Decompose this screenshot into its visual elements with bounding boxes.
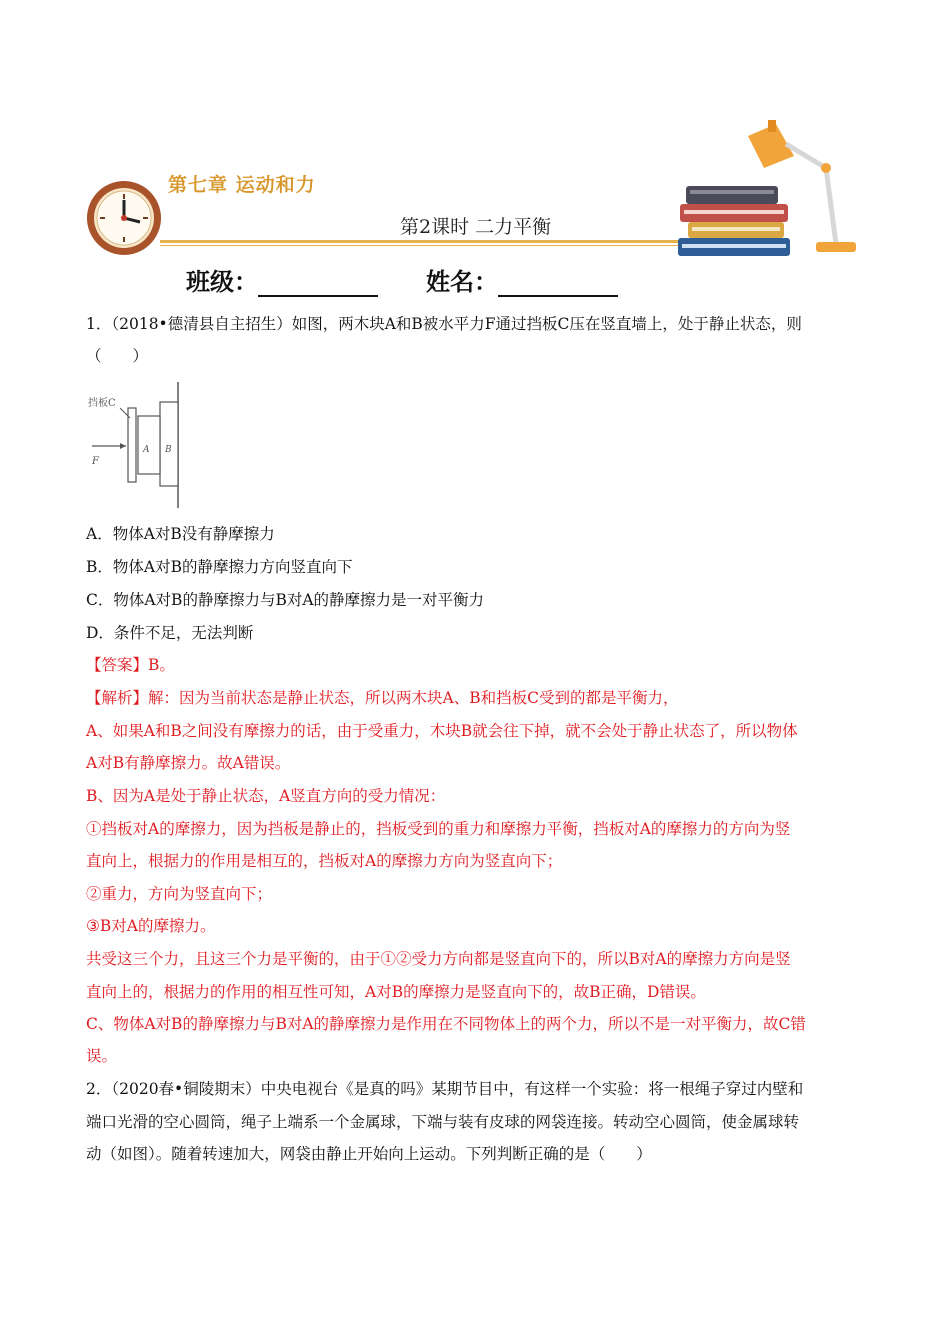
q1-option-a: A．物体A对B没有静摩擦力 bbox=[86, 525, 275, 543]
clock-icon bbox=[84, 178, 164, 258]
header-rule-thin bbox=[160, 245, 720, 246]
q2-stem-line: 2．（2020春•铜陵期末）中央电视台《是真的吗》某期节目中，有这样一个实验：将一根绳子穿过内壁和 bbox=[86, 1080, 804, 1098]
q1-figure bbox=[86, 378, 196, 512]
class-label: 班级： bbox=[186, 268, 258, 296]
q1-stem-line2: （ ） bbox=[86, 347, 149, 365]
q1-figure-label-f: F bbox=[92, 456, 99, 467]
q1-analysis-line: 【解析】解：因为当前状态是静止状态，所以两木块A、B和挡板C受到的都是平衡力， bbox=[86, 689, 679, 707]
name-label: 姓名： bbox=[426, 268, 498, 296]
q1-analysis-line: B、因为A是处于静止状态，A竖直方向的受力情况： bbox=[86, 787, 446, 805]
header-rule bbox=[160, 240, 720, 243]
q1-analysis-line: 直向上，根据力的作用是相互的，挡板对A的摩擦力方向为竖直向下； bbox=[86, 852, 563, 870]
q1-analysis-line: A、如果A和B之间没有摩擦力的话，由于受重力，木块B就会往下掉，就不会处于静止状态了，所以物体 bbox=[86, 722, 798, 740]
q1-figure-label-a: A bbox=[143, 445, 150, 455]
q2-stem-line: 动（如图）。随着转速加大，网袋由静止开始向上运动。下列判断正确的是（ ） bbox=[86, 1145, 652, 1163]
q1-stem-line1: 1．（2018•德清县自主招生）如图，两木块A和B被水平力F通过挡板C压在竖直墙上，处于静止状态，则 bbox=[86, 315, 802, 333]
name-blank[interactable] bbox=[498, 273, 618, 297]
q1-analysis-line: 直向上的，根据力的作用的相互性可知，A对B的摩擦力是竖直向下的，故B正确，D错误。 bbox=[86, 983, 706, 1001]
q1-analysis-line: C、物体A对B的静摩擦力与B对A的静摩擦力是作用在不同物体上的两个力，所以不是一对平衡力，故C错 bbox=[86, 1015, 806, 1033]
q1-analysis-line: 误。 bbox=[86, 1047, 118, 1065]
lesson-title: 第2课时 二力平衡 bbox=[400, 216, 552, 238]
q1-option-c: C．物体A对B的静摩擦力与B对A的静摩擦力是一对平衡力 bbox=[86, 591, 485, 609]
books-lamp-icon bbox=[676, 116, 860, 264]
q1-answer: 【答案】B。 bbox=[86, 656, 175, 674]
chapter-title: 第七章 运动和力 bbox=[168, 174, 316, 196]
q1-option-b: B．物体A对B的静摩擦力方向竖直向下 bbox=[86, 558, 353, 576]
q1-analysis-line: ③B对A的摩擦力。 bbox=[86, 917, 216, 935]
class-name-row bbox=[186, 262, 666, 297]
q1-figure-label-b: B bbox=[165, 445, 172, 455]
q2-stem-line: 端口光滑的空心圆筒，绳子上端系一个金属球，下端与装有皮球的网袋连接。转动空心圆筒，使金属球转 bbox=[86, 1113, 800, 1131]
q1-analysis-line: ①挡板对A的摩擦力，因为挡板是静止的，挡板受到的重力和摩擦力平衡，挡板对A的摩擦力的方向为竖 bbox=[86, 820, 791, 838]
q1-analysis-line: 共受这三个力，且这三个力是平衡的，由于①②受力方向都是竖直向下的，所以B对A的摩擦力方向是竖 bbox=[86, 950, 791, 968]
q1-analysis-line: ②重力，方向为竖直向下； bbox=[86, 885, 273, 903]
q1-analysis-line: A对B有静摩擦力。故A错误。 bbox=[86, 754, 291, 772]
q1-option-d: D．条件不足，无法判断 bbox=[86, 624, 254, 642]
class-blank[interactable] bbox=[258, 273, 378, 297]
q1-figure-label-c: 挡板C bbox=[88, 398, 116, 409]
